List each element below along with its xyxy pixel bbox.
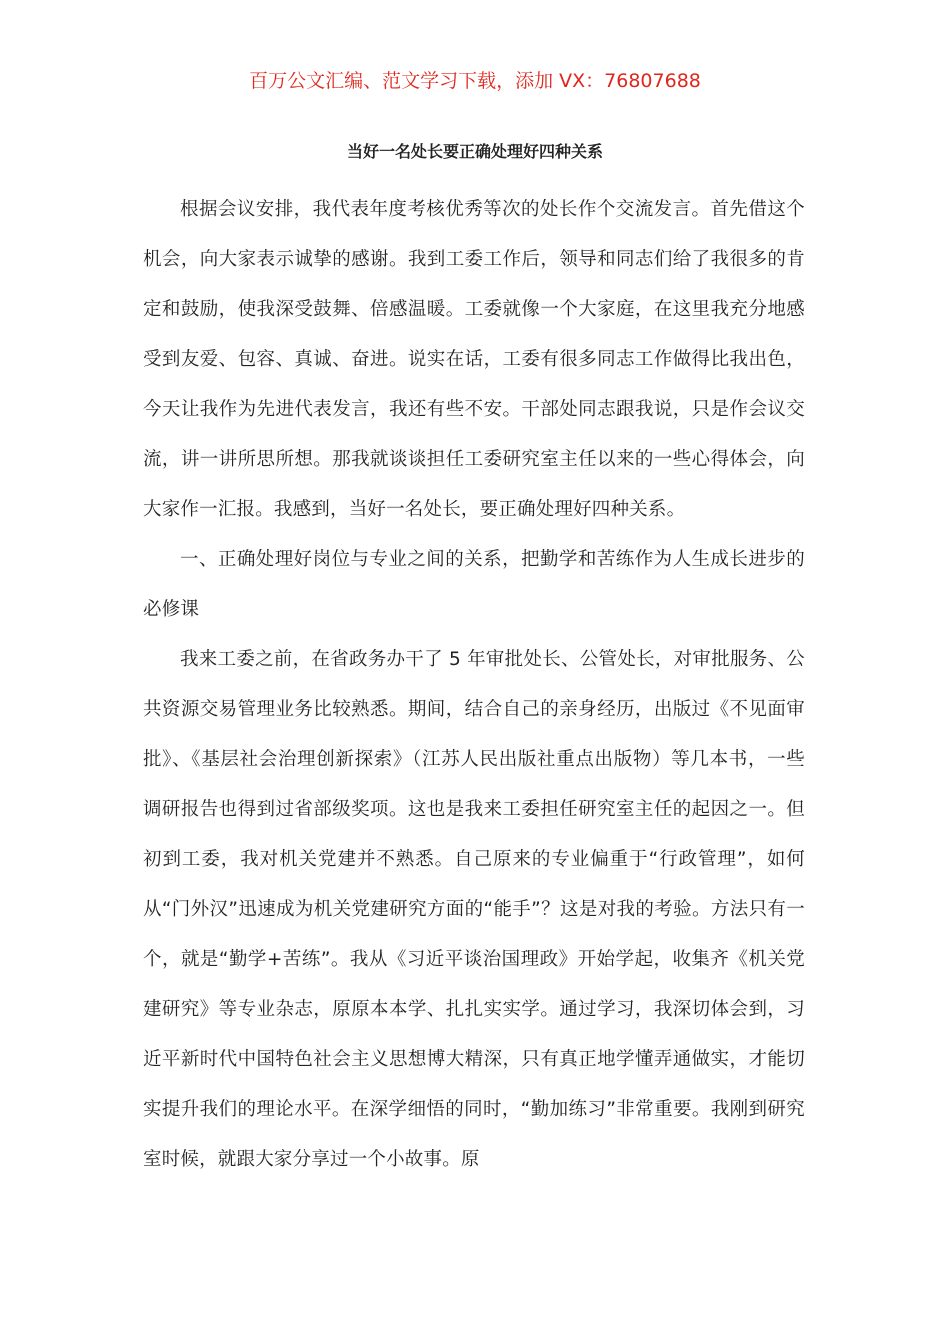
- section-heading-1: 一、正确处理好岗位与专业之间的关系，把勤学和苦练作为人生成长进步的必修课: [143, 549, 805, 620]
- paragraph-intro: 根据会议安排，我代表年度考核优秀等次的处长作个交流发言。首先借这个机会，向大家表示诚挚的感谢。我到工委工作后，领导和同志们给了我很多的肯定和鼓励，使我深受鼓舞、倍感温暖。工委就像一个大家庭，在这里我充分地感受到友爱、包容、真诚、奋进。说实在话，工委有很多同志工作做得比我出色，今天让我作为先进代表发言，我还有些不安。干部处同志跟我说，只是作会议交流，讲一讲所思所想。那我就谈谈担任工委研究室主任以来的一些心得体会，向大家作一汇报。我感到，当好一名处长，要正确处理好四种关系。: [143, 199, 805, 520]
- document-body: [143, 185, 805, 1185]
- paragraph-section-1: 我来工委之前，在省政务办干了 5 年审批处长、公管处长，对审批服务、公共资源交易管理业务比较熟悉。期间，结合自己的亲身经历，出版过《不见面审批》、《基层社会治理创新探索》（江苏人民出版社重点出版物）等几本书，一些调研报告也得到过省部级奖项。这也是我来工委担任研究室主任的起因之一。但初到工委，我对机关党建并不熟悉。自己原来的专业偏重于“行政管理”，如何从“门外汉”迅速成为机关党建研究方面的“能手”？这是对我的考验。方法只有一个，就是“勤学+苦练”。我从《习近平谈治国理政》开始学起，收集齐《机关党建研究》等专业杂志，原原本本学、扎扎实实学。通过学习，我深切体会到，习近平新时代中国特色社会主义思想博大精深，只有真正地学懂弄通做实，才能切实提升我们的理论水平。在深学细悟的同时，“勤加练习”非常重要。我刚到研究室时候，就跟大家分享过一个小故事。原: [143, 649, 805, 1170]
- promo-banner: 百万公文汇编、范文学习下载，添加 VX：76807688: [249, 70, 701, 92]
- document-title: 当好一名处长要正确处理好四种关系: [346, 142, 603, 161]
